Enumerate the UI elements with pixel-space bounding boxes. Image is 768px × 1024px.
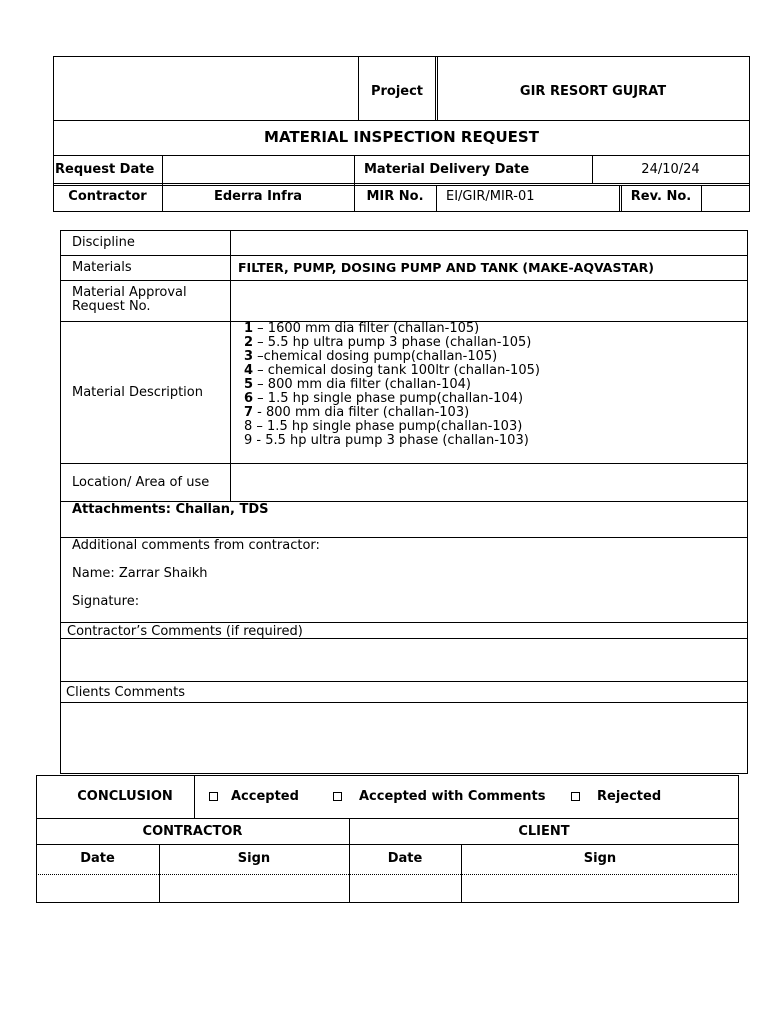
delivery-date-label: Material Delivery Date [364,162,530,177]
contractor-sign-field[interactable] [160,875,349,902]
description-item: 4 – chemical dosing tank 100ltr (challan-105) [244,363,540,378]
delivery-date-value[interactable]: 24/10/24 [641,162,700,177]
attachments-text: Attachments: Challan, TDS [72,502,269,517]
contractor-date-label: Date [80,851,115,866]
mir-label: MIR No. [366,189,424,204]
conclusion-label: CONCLUSION [77,789,173,804]
clients-comments-field[interactable] [61,703,747,773]
rejected-checkbox[interactable] [571,792,580,801]
description-item: 5 – 800 mm dia filter (challan-104) [244,377,471,392]
description-item: 6 – 1.5 hp single phase pump(challan-104) [244,391,524,406]
description-item: 3 –chemical dosing pump(challan-105) [244,349,498,364]
description-list [244,322,540,448]
description-item: 2 – 5.5 hp ultra pump 3 phase (challan-105) [244,335,532,350]
contractor-comments-field[interactable] [61,639,747,681]
contractor-label: Contractor [68,189,147,204]
accepted-with-comments-label: Accepted with Comments [359,789,546,804]
client-sign-field[interactable] [462,875,738,902]
additional-comments-label: Additional comments from contractor: [72,538,320,553]
accepted-checkbox[interactable] [209,792,218,801]
rejected-label: Rejected [597,789,662,804]
clients-comments-label: Clients Comments [66,685,186,700]
materials-value[interactable]: FILTER, PUMP, DOSING PUMP AND TANK (MAKE-AQVASTAR) [238,260,655,275]
form-title: MATERIAL INSPECTION REQUEST [264,128,539,146]
client-date-field[interactable] [350,875,461,902]
contractor-header: CONTRACTOR [142,824,243,839]
mir-value[interactable]: EI/GIR/MIR-01 [446,189,535,204]
discipline-label: Discipline [72,235,135,250]
client-date-label: Date [387,851,423,866]
description-item: 7 - 800 mm dia filter (challan-103) [244,405,470,420]
description-item: 1 – 1600 mm dia filter (challan-105) [244,321,480,336]
description-label: Material Description [72,385,203,400]
description-item: 9 - 5.5 hp ultra pump 3 phase (challan-103) [244,433,529,448]
request-date-label: Request Date [55,162,155,177]
location-label: Location/ Area of use [72,475,210,490]
description-item: 8 – 1.5 hp single phase pump(challan-103) [244,419,523,434]
contractor-comments-label: Contractor’s Comments (if required) [67,624,303,639]
contractor-name: Name: Zarrar Shaikh [72,566,208,581]
contractor-date-field[interactable] [37,875,159,902]
approval-label: Material Approval Request No. [72,285,187,314]
client-header: CLIENT [518,824,570,839]
contractor-sign-label: Sign [237,851,271,866]
contractor-value[interactable]: Ederra Infra [213,189,303,204]
accepted-label: Accepted [231,789,299,804]
rev-label: Rev. No. [630,189,692,204]
contractor-signature: Signature: [72,594,140,609]
accepted-with-comments-checkbox[interactable] [333,792,342,801]
client-sign-label: Sign [583,851,617,866]
project-value: GIR RESORT GUJRAT [519,84,667,99]
project-label: Project [370,84,424,99]
materials-label: Materials [72,260,132,275]
